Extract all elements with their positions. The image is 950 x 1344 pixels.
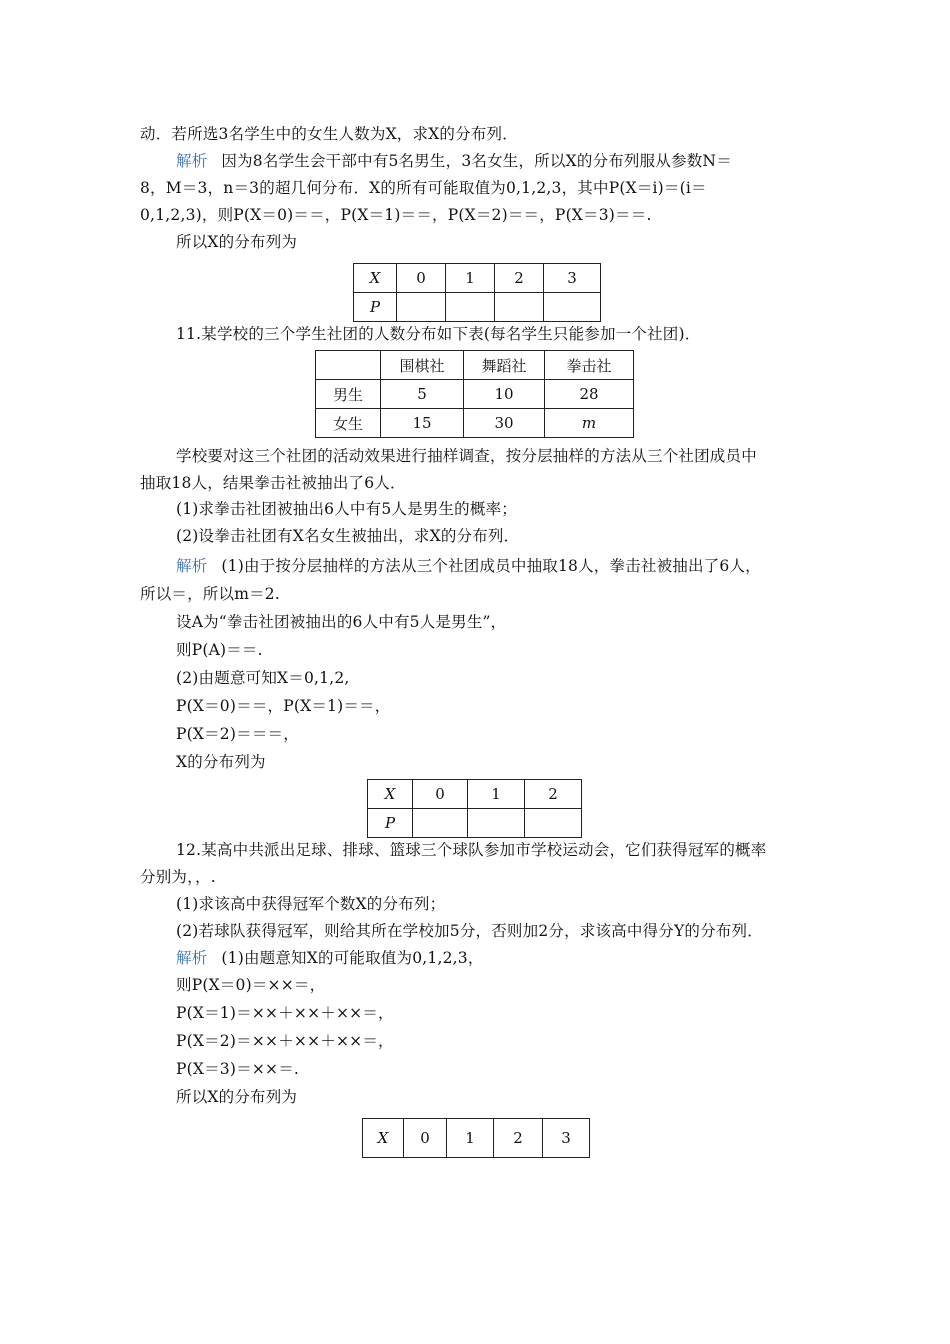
table-cell: 0 (413, 780, 468, 809)
text-line: 8，M＝3，n＝3的超几何分布．X的所有可能取值为0,1,2,3，其中P(X＝i)＝(i＝ (140, 179, 707, 197)
table-cell: 拳击社 (545, 351, 634, 380)
text-line (176, 556, 761, 576)
text-line: 学校要对这三个社团的活动效果进行抽样调查，按分层抽样的方法从三个社团成员中 (176, 447, 757, 465)
analysis-label: 解析 (176, 949, 208, 967)
table-cell: 0 (397, 264, 446, 293)
table-cell: P (354, 293, 397, 322)
text-line: P(X＝3)＝××＝. (176, 1060, 300, 1078)
table-cell: 1 (468, 780, 525, 809)
text-line: 分别为，，. (140, 868, 216, 886)
text-line: P(X＝1)＝××＋××＋××＝， (176, 1004, 394, 1022)
distribution-table-2 (367, 779, 582, 838)
text-line: 所以X的分布列为 (176, 233, 298, 251)
distribution-table-3 (362, 1118, 590, 1158)
table-cell (397, 293, 446, 322)
text-line: 抽取18人，结果拳击社被抽出了6人． (140, 474, 406, 492)
text-line: 所以＝，所以m＝2. (140, 585, 280, 603)
table-cell (525, 809, 582, 838)
text-span: (1)由于按分层抽样的方法从三个社团成员中抽取18人，拳击社被抽出了6人， (221, 557, 761, 575)
text-line: (1)求该高中获得冠军个数X的分布列； (176, 895, 446, 913)
table-cell: 舞蹈社 (464, 351, 545, 380)
text-line (176, 151, 732, 171)
text-line: 0,1,2,3)，则P(X＝0)＝＝，P(X＝1)＝＝，P(X＝2)＝＝，P(X＝3)＝＝. (140, 206, 652, 224)
table-cell: m (545, 409, 634, 438)
table-cell: X (363, 1119, 404, 1158)
text-line: 设A为“拳击社团被抽出的6人中有5人是男生”， (176, 613, 507, 631)
table-cell: 28 (545, 380, 634, 409)
analysis-label: 解析 (176, 152, 208, 170)
text-line: 则P(A)＝＝. (176, 641, 263, 659)
table-cell: 0 (404, 1119, 447, 1158)
table-cell: 1 (446, 264, 495, 293)
table-cell: 2 (525, 780, 582, 809)
text-line: (2)由题意可知X＝0,1,2, (176, 669, 350, 687)
text-line: P(X＝2)＝＝＝， (176, 725, 299, 743)
text-line: (2)若球队获得冠军，则给其所在学校加5分，否则加2分，求该高中得分Y的分布列． (176, 922, 763, 940)
text-line: P(X＝0)＝＝，P(X＝1)＝＝， (176, 697, 391, 715)
table-cell: P (368, 809, 413, 838)
club-table (315, 350, 634, 438)
text-line: 所以X的分布列为 (176, 1088, 298, 1106)
table-cell: 3 (543, 1119, 590, 1158)
text-line: 12.某高中共派出足球、排球、篮球三个球队参加市学校运动会，它们获得冠军的概率 (176, 841, 767, 859)
text-line: X的分布列为 (176, 753, 266, 771)
table-cell: 男生 (316, 380, 381, 409)
table-cell: 女生 (316, 409, 381, 438)
table-cell: 10 (464, 380, 545, 409)
table-cell: 2 (494, 1119, 543, 1158)
table-cell: X (354, 264, 397, 293)
table-cell: X (368, 780, 413, 809)
table-cell: 3 (544, 264, 601, 293)
table-cell: 15 (381, 409, 464, 438)
text-line: P(X＝2)＝××＋××＋××＝， (176, 1032, 394, 1050)
distribution-table-1 (353, 263, 601, 322)
text-line (176, 948, 484, 968)
table-cell: 围棋社 (381, 351, 464, 380)
table-cell (316, 351, 381, 380)
table-cell (413, 809, 468, 838)
table-cell (468, 809, 525, 838)
table-cell (544, 293, 601, 322)
analysis-label: 解析 (176, 557, 208, 575)
text-line: 动．若所选3名学生中的女生人数为X，求X的分布列． (140, 125, 518, 143)
table-cell: 5 (381, 380, 464, 409)
table-cell: 1 (447, 1119, 494, 1158)
text-span: 因为8名学生会干部中有5名男生，3名女生，所以X的分布列服从参数N＝ (221, 152, 732, 170)
table-cell: 2 (495, 264, 544, 293)
table-cell (446, 293, 495, 322)
table-cell (495, 293, 544, 322)
text-line: 则P(X＝0)＝××＝， (176, 976, 326, 994)
text-span: (1)由题意知X的可能取值为0,1,2,3， (221, 949, 484, 967)
text-line: 11.某学校的三个学生社团的人数分布如下表(每名学生只能参加一个社团)． (176, 325, 701, 343)
text-line: (1)求拳击社团被抽出6人中有5人是男生的概率； (176, 500, 517, 518)
table-cell: 30 (464, 409, 545, 438)
text-line: (2)设拳击社团有X名女生被抽出，求X的分布列． (176, 527, 520, 545)
